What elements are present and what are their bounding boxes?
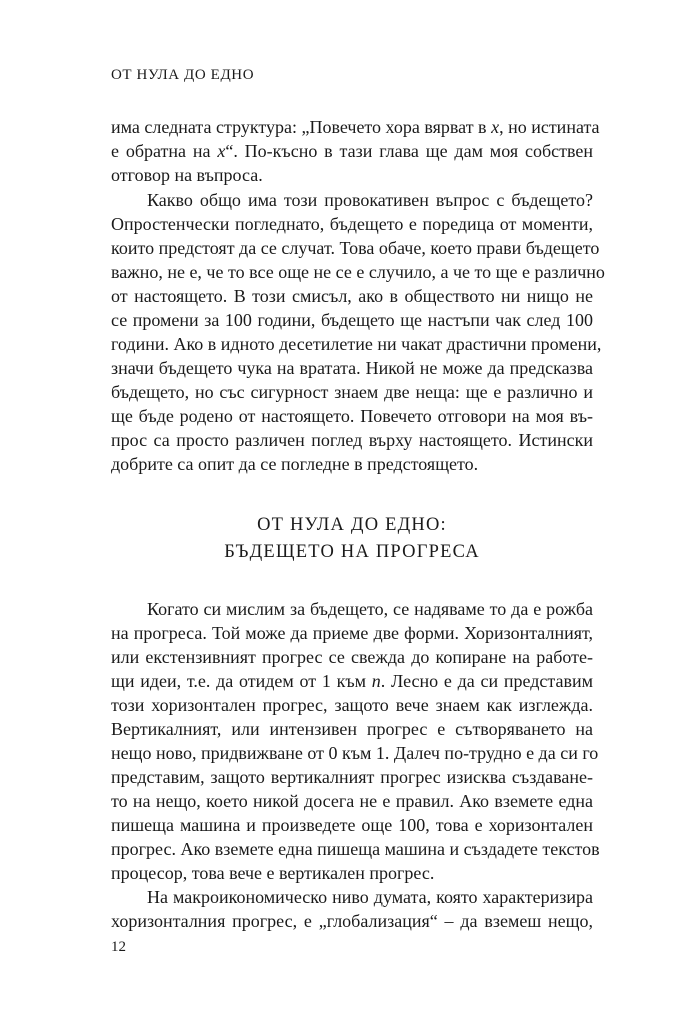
text-line: нещо ново, придвижване от 0 към 1. Далеч по-трудно е да си го <box>111 743 599 763</box>
text-line: важно, не е, че то все още не се е случило, а че то ще е различно <box>111 262 605 282</box>
text-line: Вертикалният, или интензивен прогрес е сътворяването на <box>111 719 593 739</box>
text-line: бъдещето, но със сигурност знаем две неща: ще е различно и <box>111 382 593 402</box>
text-line: има следната структура: „Повечето хора вярват в x, но истината <box>111 117 600 137</box>
text-line: хоризонталния прогрес, е „глобализация“ – да вземеш нещо, <box>111 911 593 931</box>
text-line: този хоризонтален прогрес, защото вече знаем как изглежда. <box>111 695 593 715</box>
text-line: добрите са опит да се погледне в предстоящето. <box>111 454 479 474</box>
text-line: е обратна на x“. По-късно в тази глава ще дам моя собствен <box>111 141 594 161</box>
text-line: прогрес. Ако вземете една пишеща машина и създадете текстов <box>111 839 600 859</box>
text-line: щи идеи, т.е. да отидем от 1 към n. Лесно е да си представим <box>111 671 593 691</box>
text-line: Опростенчески погледнато, бъдещето е поредица от моменти, <box>111 214 593 234</box>
text-line: пишеща машина и произведете още 100, това е хоризонтален <box>111 815 593 835</box>
text-line: се промени за 100 години, бъдещето ще настъпи чак след 100 <box>111 310 593 330</box>
text-line: на прогреса. Той може да приеме две форми. Хоризонталният, <box>111 623 593 643</box>
text-line: прос са просто различен поглед върху настоящето. Истински <box>111 430 593 450</box>
section-heading-line: ОТ НУЛА ДО ЕДНО: <box>257 515 447 535</box>
text-line: Какво общо има този провокативен въпрос с бъдещето? <box>147 190 593 210</box>
text-line: представим, защото вертикалният прогрес изисква създаване- <box>111 767 593 787</box>
text-line: значи бъдещето чука на вратата. Никой не може да предсказва <box>111 358 593 378</box>
text-line: или екстензивният прогрес се свежда до копиране на работе- <box>111 647 593 667</box>
text-line: отговор на въпроса. <box>111 165 263 185</box>
text-line: процесор, това вече е вертикален прогрес. <box>111 863 435 883</box>
section-heading-line: БЪДЕЩЕТО НА ПРОГРЕСА <box>224 542 480 562</box>
text-line: На макроикономическо ниво думата, която характеризира <box>147 887 593 907</box>
running-head: ОТ НУЛА ДО ЕДНО <box>111 67 255 83</box>
text-line: ще бъде родено от настоящето. Повечето отговори на моя въ- <box>111 406 593 426</box>
text-line: Когато си мислим за бъдещето, се надяваме то да е рожба <box>147 599 593 619</box>
page-number: 12 <box>111 939 126 955</box>
text-line: години. Ако в идното десетилетие ни чакат драстични промени, <box>111 334 602 354</box>
text-line: които предстоят да се случат. Това обаче, което прави бъдещето <box>111 238 600 258</box>
text-line: то на нещо, което никой досега не е правил. Ако вземете една <box>111 791 593 811</box>
text-line: от настоящето. В този смисъл, ако в обществото ни нищо не <box>111 286 593 306</box>
